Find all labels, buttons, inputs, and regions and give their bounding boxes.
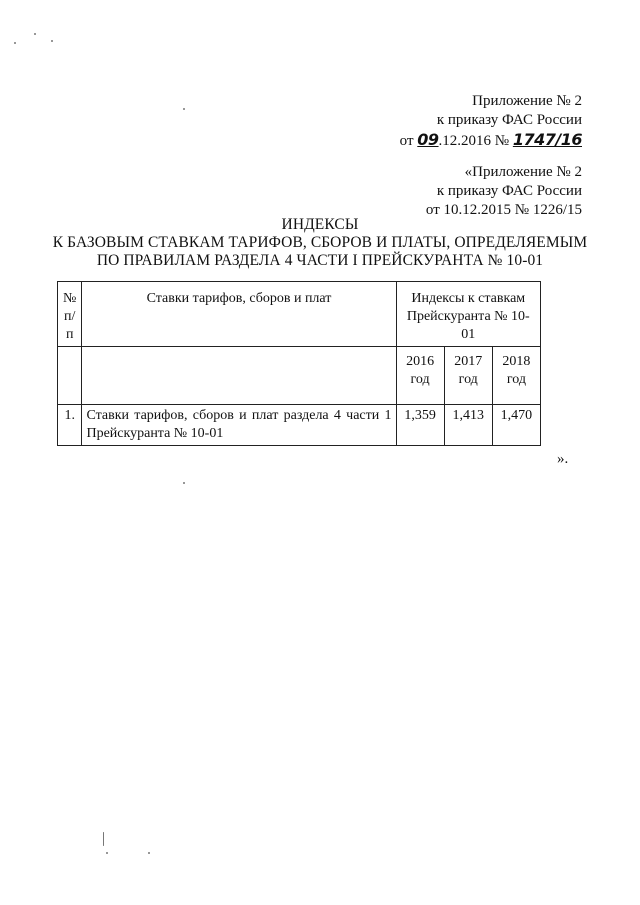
index-value: 1,470 — [492, 405, 540, 446]
header-number-sign: № — [63, 291, 77, 306]
header-index-line-2: Прейскуранта № 10-01 — [406, 309, 530, 342]
title-line-2: К БАЗОВЫМ СТАВКАМ ТАРИФОВ, СБОРОВ И ПЛАТЫ, ОПРЕДЕЛЯЕМЫМ — [52, 234, 588, 251]
scan-speck — [103, 832, 104, 846]
old-appendix-order-ref: к приказу ФАС России — [436, 183, 582, 199]
year-cell — [444, 347, 492, 405]
year-unit: год — [506, 372, 526, 387]
appendix-title: Приложение № 2 — [472, 93, 582, 109]
scan-speck — [51, 40, 53, 42]
year-value: 2016 — [406, 354, 435, 369]
year-value: 2017 — [454, 354, 483, 369]
index-value: 1,359 — [396, 405, 444, 446]
appendix-header-old — [426, 163, 582, 220]
scan-speck — [183, 108, 185, 110]
table-years-row — [58, 347, 541, 405]
appendix-date-number — [400, 130, 582, 151]
table-row — [58, 405, 541, 446]
date-rest: .12.2016 № — [438, 133, 513, 149]
appendix-order-ref: к приказу ФАС России — [436, 112, 582, 128]
closing-quote-mark: ». — [557, 451, 569, 467]
row-name: Ставки тарифов, сборов и плат раздела 4 части 1 Прейскуранта № 10-01 — [82, 405, 396, 446]
empty-cell — [82, 347, 396, 405]
title-line-3: ПО ПРАВИЛАМ РАЗДЕЛА 4 ЧАСТИ I ПРЕЙСКУРАНТА № 10-01 — [96, 252, 544, 269]
scan-speck — [14, 42, 16, 44]
year-cell — [396, 347, 444, 405]
year-cell — [492, 347, 540, 405]
header-number-abbrev: п/п — [64, 309, 76, 342]
scan-speck — [183, 482, 185, 484]
year-unit: год — [458, 372, 478, 387]
header-index-cell — [396, 282, 540, 347]
year-value: 2018 — [502, 354, 531, 369]
empty-cell — [58, 347, 82, 405]
handwritten-order-number: 1747/16 — [512, 130, 582, 149]
old-appendix-title: «Приложение № 2 — [464, 164, 582, 180]
document-title — [40, 216, 600, 270]
table-header-row — [58, 282, 541, 347]
scan-speck — [34, 33, 36, 35]
year-unit: год — [410, 372, 430, 387]
indices-table — [57, 281, 541, 446]
appendix-header-new — [400, 92, 582, 151]
index-value: 1,413 — [444, 405, 492, 446]
old-appendix-date-number: от 10.12.2015 № 1226/15 — [425, 202, 582, 218]
header-number-cell — [58, 282, 82, 347]
date-prefix: от — [399, 133, 418, 149]
handwritten-day: 09 — [417, 130, 439, 149]
row-number: 1. — [58, 405, 82, 446]
header-index-line-1: Индексы к ставкам — [411, 291, 526, 306]
header-name-cell: Ставки тарифов, сборов и плат — [82, 282, 396, 347]
scan-speck — [148, 852, 150, 854]
title-line-1: ИНДЕКСЫ — [281, 216, 359, 233]
scan-speck — [106, 852, 108, 854]
